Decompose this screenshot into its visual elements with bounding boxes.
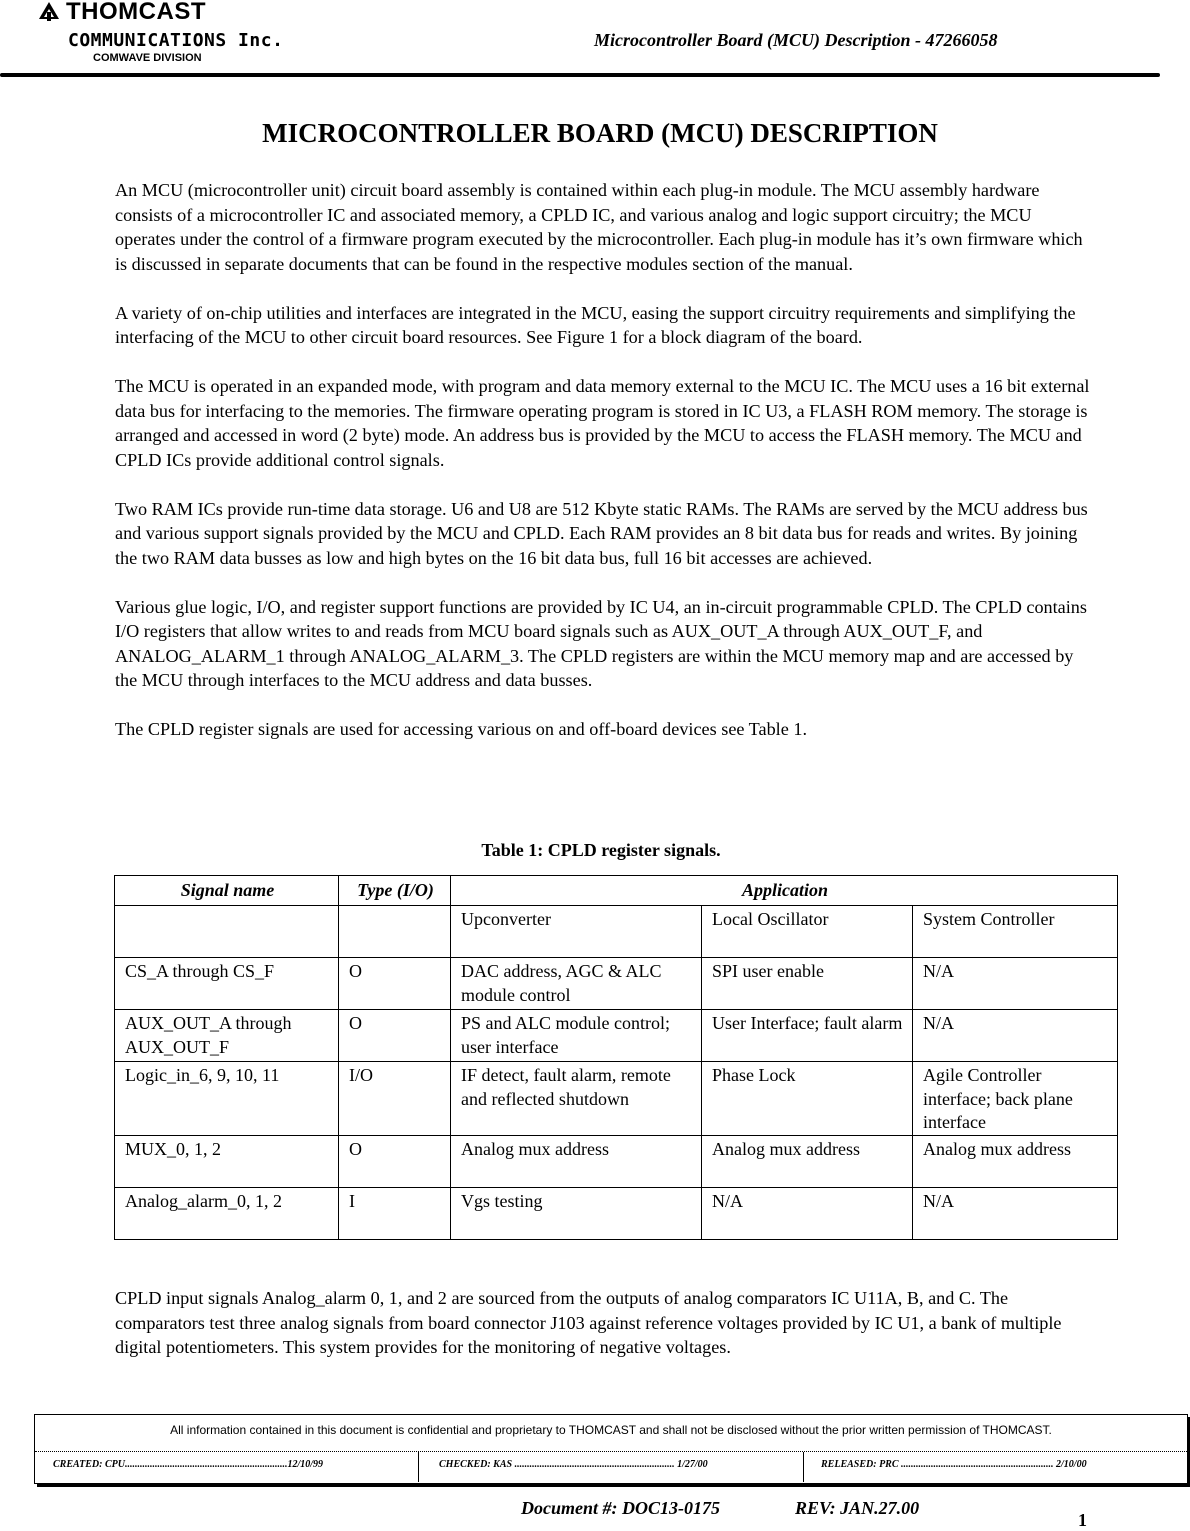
table-cell: Analog mux address [451,1136,702,1188]
created-field: CREATED: CPU.................................................................12/10/99 [53,1459,324,1470]
table-cell: User Interface; fault alarm [702,1010,913,1062]
table-cell: SPI user enable [702,958,913,1010]
table-header-row [115,876,1118,906]
table-row [115,1188,1118,1240]
confidentiality-notice: All information contained in this document is confidential and proprietary to THOMCAST and shall not be disclosed without the prior written permission of THOMCAST. [170,1423,1052,1437]
table-cell: Analog mux address [913,1136,1118,1188]
table-row [115,958,1118,1010]
paragraph: An MCU (microcontroller unit) circuit board assembly is contained within each plug-in module. The MCU assembly hardware consists of a microcontroller IC and associated memory, a CPLD IC, and various analog and logic support circuitry; the MCU operates under the control of a firmware program executed by the microcontroller. Each plug-in module has it’s own firmware which is discussed in separate documents that can be found in the respective modules section of the manual. [115,180,1083,274]
table-cell: Logic_in_6, 9, 10, 11 [115,1062,339,1136]
table-cell: I [339,1188,451,1240]
paragraph: The MCU is operated in an expanded mode, with program and data memory external to the MCU IC. The MCU uses a 16 bit external data bus for interfacing to the memories. The firmware operating program is stored in IC U3, a FLASH ROM memory. The storage is arranged and accessed in word (2 byte) mode. An address bus is provided by the MCU to access the FLASH memory. The MCU and CPLD ICs provide additional control signals. [115,376,1090,470]
footer-separator [803,1452,804,1482]
paragraph: A variety of on-chip utilities and interfaces are integrated in the MCU, easing the support circuitry requirements and simplifying the interfacing of the MCU to other circuit board resources. See Figure 1 for a block diagram of the board. [115,302,1076,347]
table-cell: Analog mux address [702,1136,913,1188]
thomcast-logo-icon [38,1,60,23]
table-cell: O [339,1136,451,1188]
table-cell: PS and ALC module control; user interface [451,1010,702,1062]
table-cell [339,906,451,958]
table-cell: Vgs testing [451,1188,702,1240]
document-number: Document #: DOC13-0175 [521,1498,720,1518]
table-cell: I/O [339,1062,451,1136]
header-application: Application [451,876,1118,906]
page-title: MICROCONTROLLER BOARD (MCU) DESCRIPTION [262,118,938,148]
paragraph: CPLD input signals Analog_alarm 0, 1, and 2 are sourced from the outputs of analog comparators IC U11A, B, and C. The comparators test three analog signals from board connector J103 against reference voltages provided by IC U1, a bank of multiple digital potentiometers. This system provides for the monitoring of negative voltages. [115,1288,1062,1357]
header-divider [0,73,1160,77]
checked-field: CHECKED: KAS ................................................................ 1/27/00 [439,1459,708,1470]
table-cell: Phase Lock [702,1062,913,1136]
table-cell: O [339,958,451,1010]
table-cell: N/A [913,1188,1118,1240]
document-header-title: Microcontroller Board (MCU) Description - 47266058 [594,30,998,50]
table-cell: N/A [702,1188,913,1240]
subheader-system-controller: System Controller [913,906,1118,958]
footer-box [34,1414,1188,1484]
table-row [115,1136,1118,1188]
table-cell: IF detect, fault alarm, remote and reflected shutdown [451,1062,702,1136]
header-signal-name: Signal name [115,876,339,906]
table-row [115,1010,1118,1062]
company-logo [38,0,338,70]
table-cell [115,906,339,958]
table-row [115,1062,1118,1136]
footer-separator [418,1452,419,1482]
table-cell: O [339,1010,451,1062]
table-cell: MUX_0, 1, 2 [115,1136,339,1188]
cpld-signals-table [114,875,1118,1240]
subheader-local-oscillator: Local Oscillator [702,906,913,958]
revision: REV: JAN.27.00 [795,1498,920,1518]
footer-divider [35,1451,1187,1452]
paragraph: Various glue logic, I/O, and register support functions are provided by IC U4, an in-circuit programmable CPLD. The CPLD contains I/O registers that allow writes to and reads from MCU board signals such as AUX_OUT_A through AUX_OUT_F, and ANALOG_ALARM_1 through ANALOG_ALARM_3. The CPLD registers are within the MCU memory map and are accessed by the MCU through interfaces to the MCU address and data busses. [115,596,1087,690]
company-division: COMWAVE DIVISION [93,52,202,64]
company-name: THOMCAST [66,0,206,25]
table-cell: N/A [913,1010,1118,1062]
table-cell: CS_A through CS_F [115,958,339,1010]
page-number: 1 [1078,1510,1087,1530]
table-cell: DAC address, AGC & ALC module control [451,958,702,1010]
table-subheader-row [115,906,1118,958]
paragraph: The CPLD register signals are used for accessing various on and off-board devices see Table 1. [115,719,807,739]
table-cell: N/A [913,958,1118,1010]
company-subtitle: COMMUNICATIONS Inc. [68,30,284,51]
body-text [115,178,1090,766]
subheader-upconverter: Upconverter [451,906,702,958]
table-caption: Table 1: CPLD register signals. [481,840,721,860]
table-cell: Agile Controller interface; back plane interface [913,1062,1118,1136]
paragraph: Two RAM ICs provide run-time data storage. U6 and U8 are 512 Kbyte static RAMs. The RAMs are served by the MCU address bus and various support signals provided by the MCU and CPLD. Each RAM provides an 8 bit data bus for reads and writes. By joining the two RAM data busses as low and high bytes on the 16 bit data bus, full 16 bit accesses are achieved. [115,498,1088,568]
table-cell: AUX_OUT_A through AUX_OUT_F [115,1010,339,1062]
table-cell: Analog_alarm_0, 1, 2 [115,1188,339,1240]
header-type: Type (I/O) [339,876,451,906]
released-field: RELEASED: PRC ............................................................. 2/10/00 [821,1459,1087,1470]
